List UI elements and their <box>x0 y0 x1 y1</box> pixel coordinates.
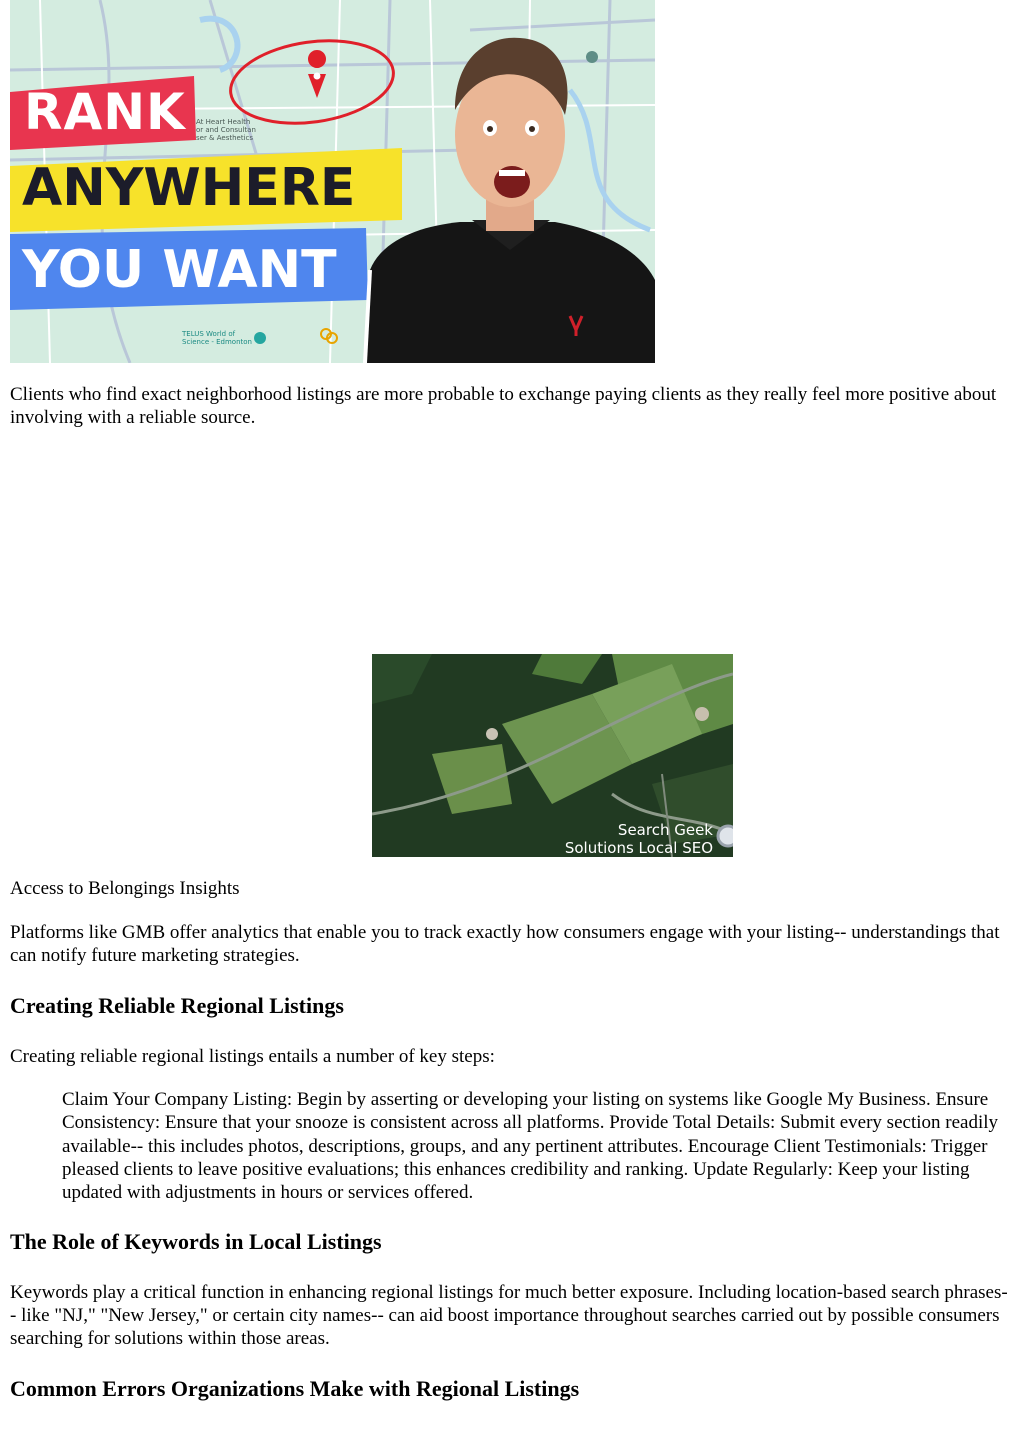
intro-paragraph: Clients who find exact neighborhood listings are more probable to exchange paying clients as they really feel more positive about involving with a reliable source. <box>10 384 997 428</box>
satellite-watermark-line2: Solutions Local SEO <box>564 839 713 857</box>
section-intro-creating-listings: Creating reliable regional listings entails a number of key steps: <box>10 1046 495 1067</box>
satellite-watermark-line1: Search Geek <box>617 821 713 839</box>
map-label-telus: TELUS World of Science - Edmonton <box>182 330 252 346</box>
section-heading-common-errors: Common Errors Organizations Make with Regional Listings <box>10 1376 580 1401</box>
thumbnail-text-rank: RANK <box>24 83 186 141</box>
section-heading-keywords: The Role of Keywords in Local Listings <box>10 1229 382 1254</box>
insights-heading: Access to Belongings Insights <box>10 878 240 899</box>
satellite-image <box>372 654 733 857</box>
map-label-clinic: At Heart Health or and Consultan ser & Aesthetics <box>196 118 256 142</box>
insights-paragraph: Platforms like GMB offer analytics that enable you to track exactly how consumers engage with your listing-- understandings that can notify future marketing strategies. <box>10 922 1000 966</box>
thumbnail-image <box>10 0 655 363</box>
section-heading-creating-listings: Creating Reliable Regional Listings <box>10 993 344 1018</box>
thumbnail-text-anywhere: ANYWHERE <box>22 158 356 218</box>
keywords-paragraph: Keywords play a critical function in enhancing regional listings for much better exposure. Including location-based search phrases-- like "NJ," "New Jersey," or certain city names-- can aid boost importance throughout searches carried out by possible consumers searching for solutions within those areas. <box>10 1282 1008 1349</box>
thumbnail-text-you-want: YOU WANT <box>22 240 337 300</box>
steps-list: Claim Your Company Listing: Begin by asserting or developing your listing on systems like Google My Business. Ensure Consistency: Ensure that your snooze is consistent across all platforms. Provide Total Details: Submit every section readily available-- this includes photos, descriptions, groups, and any pertinent attributes. Encourage Client Testimonials: Trigger pleased clients to leave positive evaluations; this enhances credibility and ranking. Update Regularly: Keep your listing updated with adjustments in hours or services offered. <box>62 1089 999 1204</box>
